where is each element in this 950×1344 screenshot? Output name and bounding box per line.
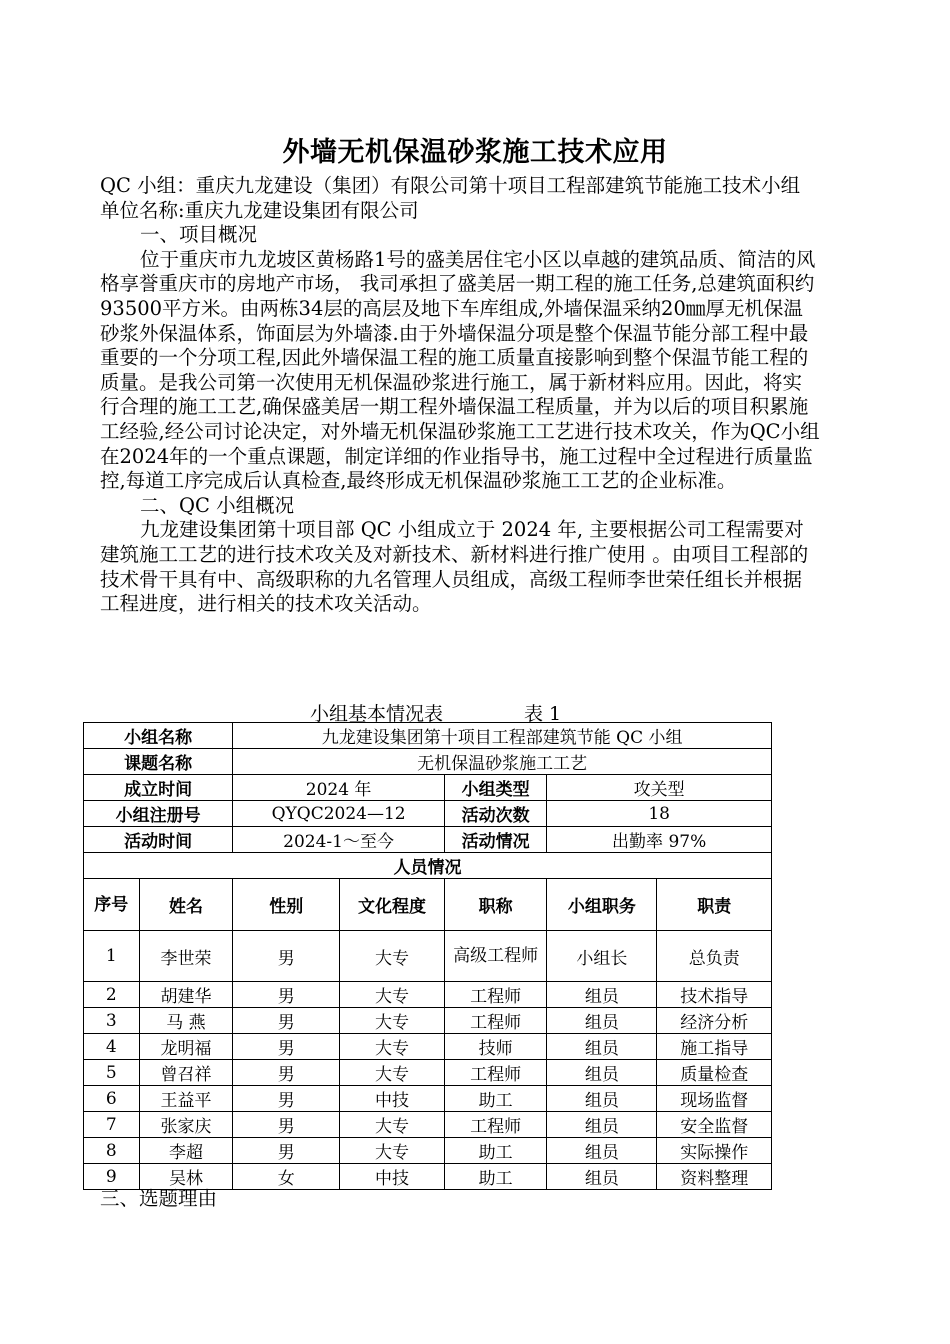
cell-title: 工程师	[444, 1008, 546, 1034]
cell-name: 王益平	[139, 1086, 233, 1112]
cell-education: 大专	[340, 1034, 445, 1060]
cell-education: 中技	[340, 1086, 445, 1112]
cell-gender: 男	[233, 1008, 340, 1034]
cell-title: 技师	[444, 1034, 546, 1060]
table-row	[84, 931, 772, 982]
info-row-topic	[84, 749, 772, 775]
personnel-heading: 人员情况	[84, 853, 772, 879]
section2-heading: 二、QC 小组概况	[140, 493, 295, 517]
cell-gender: 男	[233, 1086, 340, 1112]
cell-title: 工程师	[444, 982, 546, 1008]
activity-count-label: 活动次数	[444, 801, 546, 827]
cell-name: 李超	[139, 1138, 233, 1164]
cell-group-role: 小组长	[547, 931, 657, 982]
cell-index: 1	[84, 931, 140, 982]
cell-education: 大专	[340, 1112, 445, 1138]
header-education: 文化程度	[340, 879, 445, 931]
cell-name: 李世荣	[139, 931, 233, 982]
table-row	[84, 1086, 772, 1112]
info-row-name	[84, 723, 772, 749]
table-row	[84, 1008, 772, 1034]
cell-index: 5	[84, 1060, 140, 1086]
topic-label: 课题名称	[84, 749, 233, 775]
cell-education: 大专	[340, 982, 445, 1008]
activity-period-label: 活动时间	[84, 827, 233, 853]
personnel-section-row	[84, 853, 772, 879]
cell-gender: 男	[233, 982, 340, 1008]
cell-index: 6	[84, 1086, 140, 1112]
cell-index: 3	[84, 1008, 140, 1034]
section1-heading: 一、项目概况	[140, 223, 258, 247]
cell-name: 吴林	[139, 1164, 233, 1190]
cell-duty: 技术指导	[657, 982, 772, 1008]
info-row-founded	[84, 775, 772, 801]
table-row	[84, 1138, 772, 1164]
cell-duty: 质量检查	[657, 1060, 772, 1086]
cell-gender: 男	[233, 1112, 340, 1138]
cell-group-role: 组员	[547, 1008, 657, 1034]
cell-duty: 施工指导	[657, 1034, 772, 1060]
cell-group-role: 组员	[547, 982, 657, 1008]
cell-title: 助工	[444, 1086, 546, 1112]
cell-group-role: 组员	[547, 1086, 657, 1112]
cell-gender: 男	[233, 931, 340, 982]
personnel-header-row	[84, 879, 772, 931]
cell-gender: 男	[233, 1060, 340, 1086]
cell-title: 助工	[444, 1138, 546, 1164]
founded-label: 成立时间	[84, 775, 233, 801]
section3-heading: 三、选题理由	[100, 1187, 218, 1210]
activity-count-value: 18	[547, 801, 772, 827]
registration-label: 小组注册号	[84, 801, 233, 827]
cell-name: 龙明福	[139, 1034, 233, 1060]
group-name-value: 九龙建设集团第十项目工程部建筑节能 QC 小组	[233, 723, 772, 749]
table-caption: 小组基本情况表	[310, 703, 444, 725]
table-caption-row	[0, 699, 950, 723]
cell-education: 大专	[340, 1060, 445, 1086]
section1-paragraph: 位于重庆市九龙坡区黄杨路1号的盛美居住宅小区以卓越的建筑品质、简洁的风格享誉重庆市的房地产市场， 我司承担了盛美居一期工程的施工任务,总建筑面积约93500平方米。由两栋34层的高层及地下车库组成,外墙保温采纳20㎜厚无机保温砂浆外保温体系，饰面层为外墙漆.由于外墙保温分项是整个保温节能分部工程中最重要的一个分项工程,因此外墙保温工程的施工质量直接影响到整个保温节能工程的质量。是我公司第一次使用无机保温砂浆进行施工，属于新材料应用。因此，将实行合理的施工工艺,确保盛美居一期工程外墙保温工程质量，并为以后的项目积累施工经验,经公司讨论决定，对外墙无机保温砂浆施工工艺进行技术攻关，作为QC小组在2024年的一个重点课题，制定详细的作业指导书，施工过程中全过程进行质量监控,每道工序完成后认真检查,最终形成无机保温砂浆施工工艺的企业标准。	[100, 247, 820, 493]
page-title: 外墙无机保温砂浆施工技术应用	[282, 137, 668, 168]
cell-duty: 资料整理	[657, 1164, 772, 1190]
group-info-table	[83, 722, 772, 1190]
founded-value: 2024 年	[233, 775, 445, 801]
cell-title: 工程师	[444, 1060, 546, 1086]
table-row	[84, 982, 772, 1008]
activity-status-label: 活动情况	[444, 827, 546, 853]
table-number: 表 1	[524, 703, 562, 725]
cell-education: 大专	[340, 1008, 445, 1034]
header-gender: 性别	[233, 879, 340, 931]
info-row-period	[84, 827, 772, 853]
cell-duty: 实际操作	[657, 1138, 772, 1164]
body-text	[100, 174, 820, 617]
cell-gender: 男	[233, 1138, 340, 1164]
cell-name: 曾召祥	[139, 1060, 233, 1086]
cell-education: 中技	[340, 1164, 445, 1190]
header-group-role: 小组职务	[547, 879, 657, 931]
cell-group-role: 组员	[547, 1060, 657, 1086]
cell-duty: 总负责	[657, 931, 772, 982]
cell-title: 高级工程师	[444, 931, 546, 982]
qc-group-line: QC 小组：重庆九龙建设（集团）有限公司第十项目工程部建筑节能施工技术小组	[100, 174, 801, 197]
cell-title: 助工	[444, 1164, 546, 1190]
table-row	[84, 1060, 772, 1086]
group-type-value: 攻关型	[547, 775, 772, 801]
cell-index: 2	[84, 982, 140, 1008]
cell-education: 大专	[340, 931, 445, 982]
header-name: 姓名	[139, 879, 233, 931]
cell-name: 张家庆	[139, 1112, 233, 1138]
cell-duty: 安全监督	[657, 1112, 772, 1138]
table-row	[84, 1112, 772, 1138]
section2-paragraph: 九龙建设集团第十项目部 QC 小组成立于 2024 年, 主要根据公司工程需要对建筑施工工艺的进行技术攻关及对新技术、新材料进行推广使用 。由项目工程部的技术骨干具有中、高级职称的九名管理人员组成，高级工程师李世荣任组长并根据工程进度，进行相关的技术攻关活动。	[100, 518, 809, 616]
group-type-label: 小组类型	[444, 775, 546, 801]
group-name-label: 小组名称	[84, 723, 233, 749]
cell-duty: 现场监督	[657, 1086, 772, 1112]
cell-title: 工程师	[444, 1112, 546, 1138]
cell-index: 4	[84, 1034, 140, 1060]
topic-value: 无机保温砂浆施工工艺	[233, 749, 772, 775]
cell-index: 9	[84, 1164, 140, 1190]
cell-education: 大专	[340, 1138, 445, 1164]
info-row-registration	[84, 801, 772, 827]
cell-group-role: 组员	[547, 1112, 657, 1138]
cell-gender: 男	[233, 1034, 340, 1060]
activity-period-value: 2024-1～至今	[233, 827, 445, 853]
cell-index: 7	[84, 1112, 140, 1138]
cell-group-role: 组员	[547, 1138, 657, 1164]
header-title: 职称	[444, 879, 546, 931]
table-row	[84, 1034, 772, 1060]
cell-gender: 女	[233, 1164, 340, 1190]
registration-value: QYQC2024—12	[233, 801, 445, 827]
cell-index: 8	[84, 1138, 140, 1164]
activity-status-value: 出勤率 97%	[547, 827, 772, 853]
cell-duty: 经济分析	[657, 1008, 772, 1034]
cell-group-role: 组员	[547, 1034, 657, 1060]
unit-name-line: 单位名称:重庆九龙建设集团有限公司	[100, 198, 419, 222]
cell-name: 胡建华	[139, 982, 233, 1008]
cell-group-role: 组员	[547, 1164, 657, 1190]
header-index: 序号	[84, 879, 140, 931]
header-duty: 职责	[657, 879, 772, 931]
cell-name: 马 燕	[139, 1008, 233, 1034]
